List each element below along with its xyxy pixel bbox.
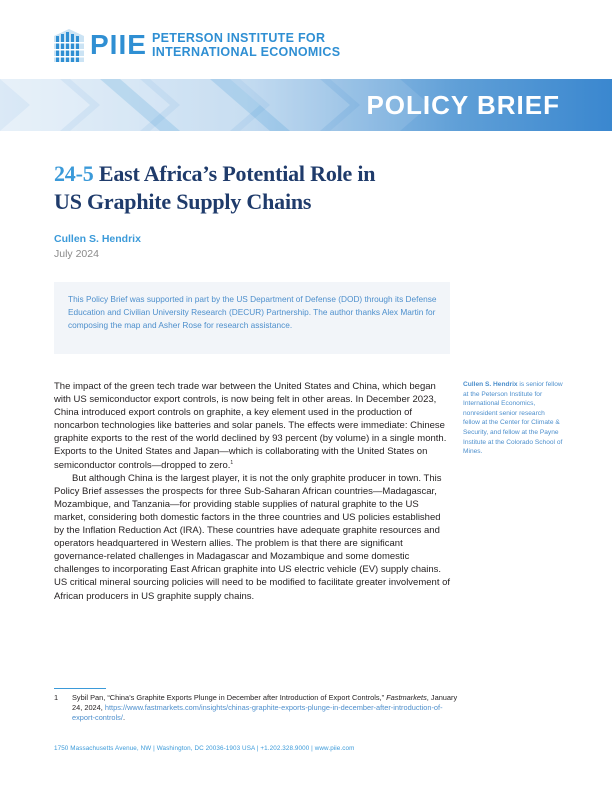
banner-title: POLICY BRIEF (366, 90, 560, 120)
footnote-reference[interactable]: 1 (230, 459, 234, 466)
policy-brief-banner (0, 79, 612, 131)
brief-number: 24-5 (54, 161, 94, 186)
support-note-box (54, 282, 450, 354)
organization-name-line2: INTERNATIONAL ECONOMICS (152, 45, 341, 59)
organization-name (152, 31, 340, 59)
footer-address: 1750 Massachusetts Avenue, NW | Washington, DC 20036-1903 USA | +1.202.328.9000 | www.piie.com (54, 745, 355, 752)
logo-abbreviation: PIIE (90, 29, 147, 60)
footnote-text: Sybil Pan, “China’s Graphite Exports Plunge in December after Introduction of Export Controls,” (72, 693, 387, 702)
publication-date: July 2024 (54, 248, 99, 260)
body-paragraph-1 (54, 380, 452, 472)
brief-title-line2: US Graphite Supply Chains (54, 189, 312, 214)
brief-title-text-line1: East Africa’s Potential Role in (98, 161, 376, 186)
author-bio-sidebar (463, 380, 563, 457)
body-text (54, 380, 452, 603)
footnote-body (72, 693, 464, 723)
footnote-link[interactable]: https://www.fastmarkets.com/insights/chinas-graphite-exports-plunge-in-december-after-introduction-of-export-controls/ (72, 703, 443, 722)
brief-title-line1 (54, 160, 474, 188)
footnote-end: . (122, 713, 125, 722)
support-note-text: This Policy Brief was supported in part by the US Department of Defense (DOD) through its Defense Education and Civilian University Research (DECUR) Partnership. The author thanks Alex Martin for composing the map and Asher Rose for research assistance. (68, 294, 437, 330)
sidebar-author-name: Cullen S. Hendrix (463, 381, 518, 388)
footnote-date: , January 24, 2024, (72, 693, 458, 712)
piie-logo (52, 26, 352, 66)
organization-name-line1: PETERSON INSTITUTE FOR (152, 31, 326, 45)
footnote-number: 1 (54, 693, 59, 702)
sidebar-author-bio: is senior fellow at the Peterson Institute for International Economics, nonresident senior research fellow at the Center for Climate & Security, and fellow at the Payne Institute at the Colorado School of Mines. (463, 381, 563, 456)
body-paragraph-2: But although China is the largest player, it is not the only graphite producer in town. This Policy Brief assesses the prospects for three Sub-Saharan African countries—Madagascar, Mozambique, and Tanzania—for providing stable supplies of natural graphite to the US market, considering both domestic factors in the three countries and US policies established by the Inflation Reduction Act (IRA). These countries have adequate graphite resources and operators headquartered in Western allies. The problem is that there are significant governance-related challenges in Madagascar and Mozambique and some domestic challenges to incorporating East African graphite into US electric vehicle (EV) supply chains. US critical mineral sourcing policies will need to be modified to facilitate greater involvement of African producers in US graphite supply chains. (54, 472, 451, 602)
footnote-source: Fastmarkets (386, 693, 427, 702)
body-paragraph-1-text: The impact of the green tech trade war between the United States and China, which began with US semiconductor export controls, is now being felt in other areas. In December 2023, China introduced export controls on graphite, a key element used in the production of noncarbon technologies like batteries and solar panels. The effects were immediate: Chinese graphite exports to the rest of the world declined by 93 percent (by volume) in a single month. Exports to the United States and Japan—which is collaborating with the United States on semiconductor controls—dropped to zero. (54, 381, 447, 471)
author-name: Cullen S. Hendrix (54, 233, 141, 245)
building-columns-icon (52, 26, 86, 64)
brief-title (54, 160, 474, 216)
footnote-divider (54, 688, 106, 689)
